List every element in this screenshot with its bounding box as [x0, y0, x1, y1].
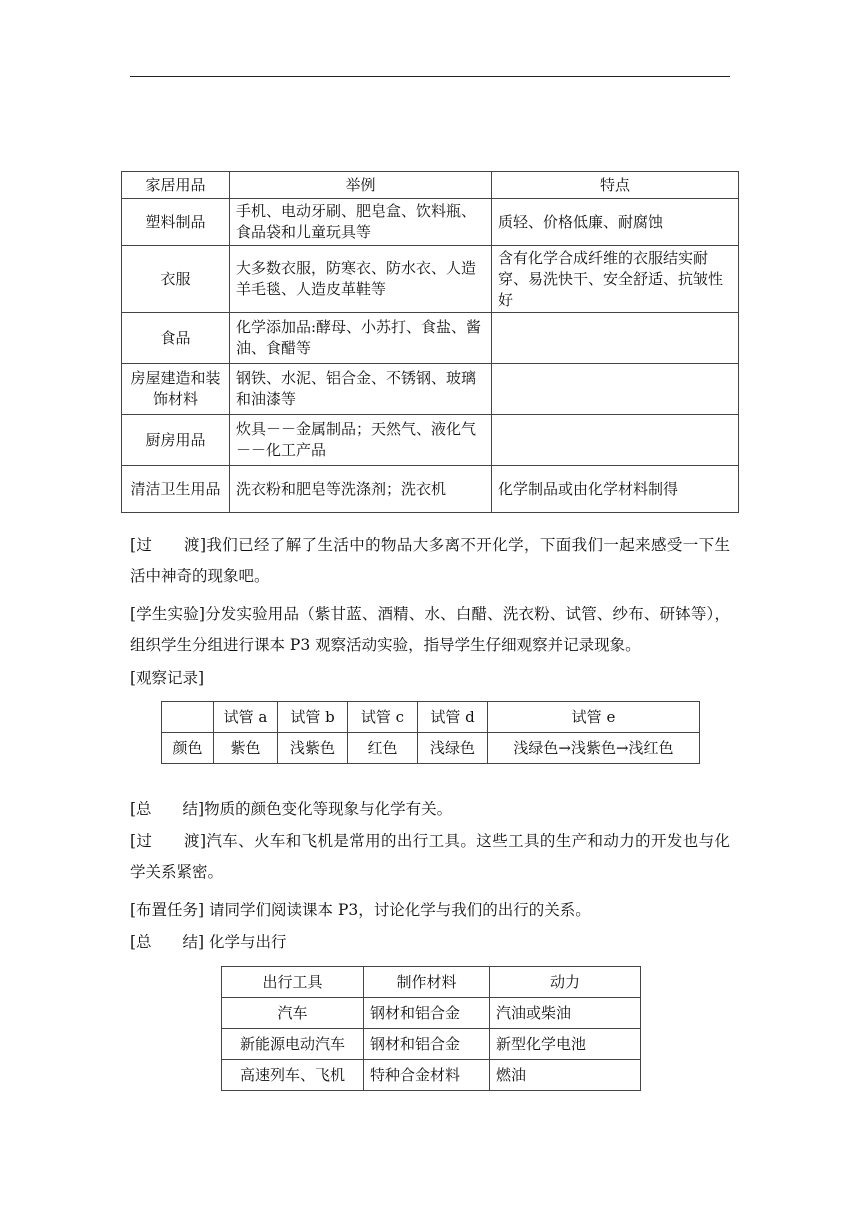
paragraph-student-experiment [130, 599, 730, 661]
table-row [122, 246, 739, 313]
material-cell: 钢材和铝合金 [364, 1029, 490, 1060]
item-cell: 食品 [122, 313, 230, 364]
paragraph-transition-2 [130, 826, 730, 888]
header-cell-item: 家居用品 [122, 172, 230, 199]
color-cell: 浅绿色 [418, 733, 488, 764]
tool-cell: 汽车 [222, 998, 364, 1029]
row-label-cell: 颜色 [162, 733, 214, 764]
item-cell: 衣服 [122, 246, 230, 313]
paragraph-text: 物质的颜色变化等现象与化学有关。 [204, 800, 453, 818]
header-cell-tube-d: 试管 d [418, 702, 488, 733]
household-items-table [121, 171, 739, 513]
feature-cell [492, 364, 739, 415]
paragraph-assign-task [130, 895, 730, 926]
table-row [162, 733, 700, 764]
paragraph-tag: [学生实验] [130, 605, 205, 623]
header-cell-tube-c: 试管 c [348, 702, 418, 733]
paragraph-text: 请同学们阅读课本 P3，讨论化学与我们的出行的关系。 [204, 901, 591, 919]
example-cell: 洗衣粉和肥皂等洗涤剂；洗衣机 [230, 466, 492, 513]
table-header-row [222, 967, 641, 998]
table-row [122, 313, 739, 364]
feature-cell: 质轻、价格低廉、耐腐蚀 [492, 199, 739, 246]
header-cell-tube-a: 试管 a [214, 702, 278, 733]
header-cell-tube-b: 试管 b [278, 702, 348, 733]
example-cell: 手机、电动牙刷、肥皂盒、饮料瓶、食品袋和儿童玩具等 [230, 199, 492, 246]
paragraph-tag: [总 结] [130, 933, 205, 951]
item-cell: 厨房用品 [122, 415, 230, 466]
paragraph-summary-1 [130, 794, 730, 825]
item-cell: 塑料制品 [122, 199, 230, 246]
header-cell-feature: 特点 [492, 172, 739, 199]
table-row [222, 998, 641, 1029]
transport-table [221, 966, 641, 1091]
color-cell: 浅绿色→浅紫色→浅红色 [488, 733, 700, 764]
table-row [222, 1029, 641, 1060]
paragraph-tag: [布置任务] [130, 901, 205, 919]
color-cell: 红色 [348, 733, 418, 764]
table-header-row [162, 702, 700, 733]
paragraph-text: 分发实验用品（紫甘蓝、酒精、水、白醋、洗衣粉、试管、纱布、研钵等），组织学生分组进行课本 P3 观察活动实验，指导学生仔细观察并记录现象。 [130, 605, 730, 654]
paragraph-summary-2 [130, 927, 730, 958]
color-cell: 浅紫色 [278, 733, 348, 764]
header-cell-tool: 出行工具 [222, 967, 364, 998]
paragraph-text: 化学与出行 [204, 933, 287, 951]
paragraph-text: 我们已经了解了生活中的物品大多离不开化学，下面我们一起来感受一下生活中神奇的现象吧。 [130, 536, 730, 585]
material-cell: 特种合金材料 [364, 1060, 490, 1091]
feature-cell: 含有化学合成纤维的衣服结实耐穿、易洗快干、安全舒适、抗皱性好 [492, 246, 739, 313]
table-row [122, 466, 739, 513]
color-cell: 紫色 [214, 733, 278, 764]
header-cell-example: 举例 [230, 172, 492, 199]
item-cell: 清洁卫生用品 [122, 466, 230, 513]
paragraph-tag: [过 渡] [130, 536, 206, 554]
header-rule [130, 76, 730, 77]
header-cell-tube-e: 试管 e [488, 702, 700, 733]
feature-cell [492, 313, 739, 364]
paragraph-tag: [过 渡] [130, 832, 206, 850]
feature-cell: 化学制品或由化学材料制得 [492, 466, 739, 513]
header-cell-material: 制作材料 [364, 967, 490, 998]
paragraph-tag: [总 结] [130, 800, 205, 818]
header-cell-empty [162, 702, 214, 733]
table-row [122, 415, 739, 466]
table-row [122, 364, 739, 415]
material-cell: 钢材和铝合金 [364, 998, 490, 1029]
header-cell-power: 动力 [490, 967, 641, 998]
power-cell: 燃油 [490, 1060, 641, 1091]
table-header-row [122, 172, 739, 199]
table-row [222, 1060, 641, 1091]
example-cell: 钢铁、水泥、铝合金、不锈钢、玻璃和油漆等 [230, 364, 492, 415]
tool-cell: 新能源电动汽车 [222, 1029, 364, 1060]
power-cell: 新型化学电池 [490, 1029, 641, 1060]
paragraph-text: 汽车、火车和飞机是常用的出行工具。这些工具的生产和动力的开发也与化学关系紧密。 [130, 832, 730, 881]
feature-cell [492, 415, 739, 466]
table-row [122, 199, 739, 246]
item-cell: 房屋建造和装饰材料 [122, 364, 230, 415]
tool-cell: 高速列车、飞机 [222, 1060, 364, 1091]
paragraph-tag: [观察记录] [130, 669, 205, 687]
paragraph-observation-record [130, 663, 730, 694]
power-cell: 汽油或柴油 [490, 998, 641, 1029]
example-cell: 大多数衣服，防寒衣、防水衣、人造羊毛毯、人造皮革鞋等 [230, 246, 492, 313]
observation-table [161, 701, 700, 764]
paragraph-transition-1 [130, 530, 730, 592]
example-cell: 炊具－－金属制品；天然气、液化气－－化工产品 [230, 415, 492, 466]
example-cell: 化学添加品:酵母、小苏打、食盐、酱油、食醋等 [230, 313, 492, 364]
